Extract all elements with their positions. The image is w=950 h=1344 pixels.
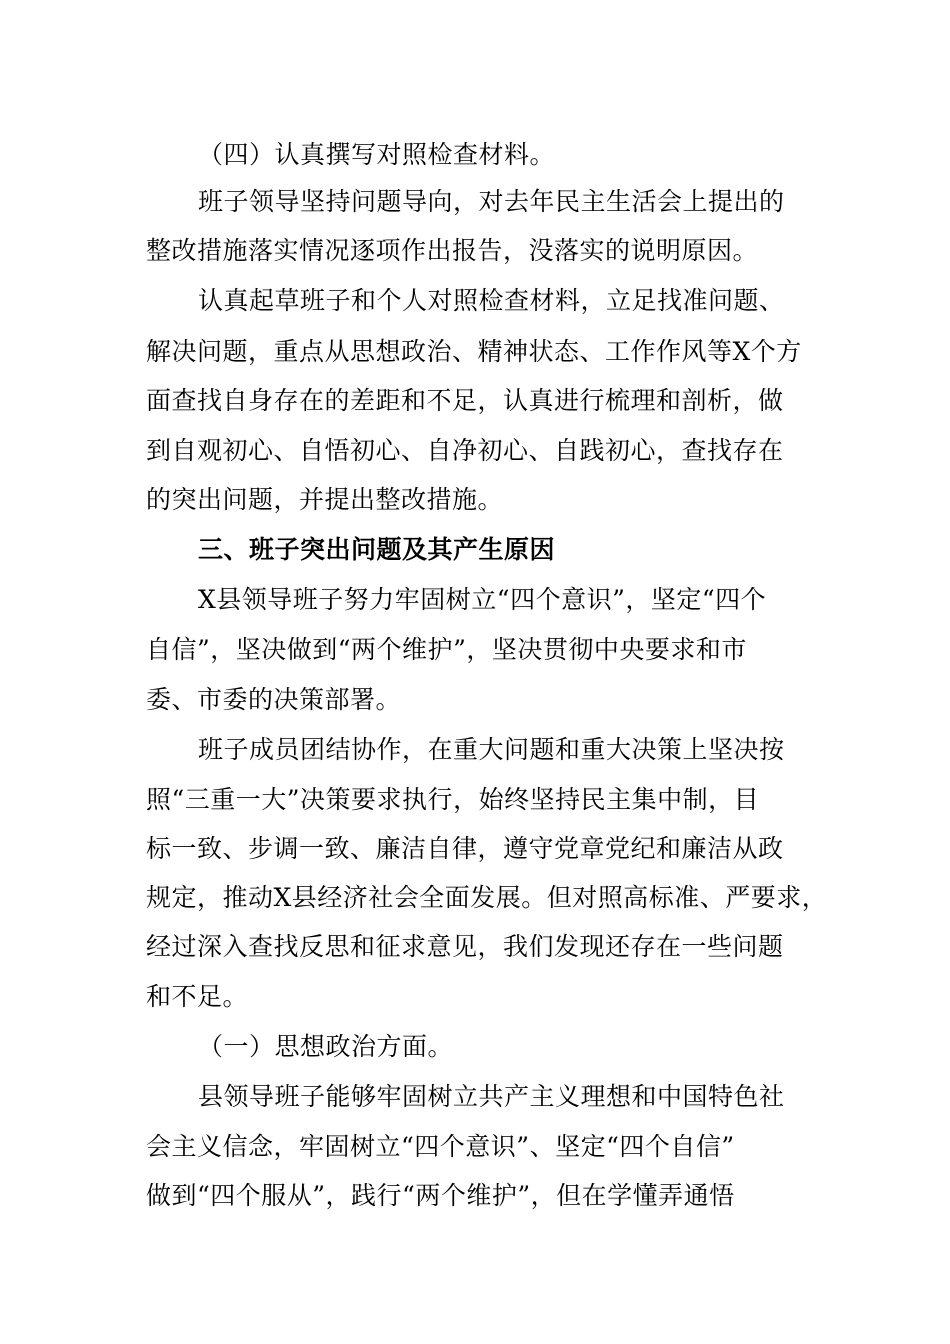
- paragraph-line: 做到“四个服从”，践行“两个维护”，但在学懂弄通悟: [146, 1181, 735, 1210]
- section-heading-3: 三、班子突出问题及其产生原因: [198, 535, 556, 564]
- paragraph-line: 会主义信念，牢固树立“四个意识”、坚定“四个自信”: [146, 1132, 735, 1161]
- paragraph-line: 认真起草班子和个人对照检查材料，立足找准问题、: [198, 286, 785, 315]
- paragraph-line: 的突出问题，并提出整改措施。: [146, 485, 504, 514]
- paragraph-line: 照“三重一大”决策要求执行，始终坚持民主集中制，目: [146, 785, 760, 814]
- paragraph-line: 规定，推动X县经济社会全面发展。但对照高标准、严要求，: [146, 883, 828, 912]
- paragraph-line: X县领导班子努力牢固树立“四个意识”，坚定“四个: [198, 585, 767, 614]
- paragraph-line: 班子领导坚持问题导向，对去年民主生活会上提出的: [198, 187, 785, 216]
- paragraph-line: 标一致、步调一致、廉洁自律，遵守党章党纪和廉洁从政: [146, 834, 784, 863]
- subheading-4: （四）认真撰写对照检查材料。: [198, 140, 556, 169]
- paragraph-line: 自信”，坚决做到“两个维护”，坚决贯彻中央要求和市: [146, 635, 747, 664]
- paragraph-line: 解决问题，重点从思想政治、精神状态、工作作风等X个方: [146, 337, 802, 366]
- paragraph-line: 和不足。: [146, 982, 249, 1011]
- paragraph-line: 委、市委的决策部署。: [146, 685, 402, 714]
- paragraph-line: 班子成员团结协作，在重大问题和重大决策上坚决按: [198, 735, 785, 764]
- paragraph-line: 县领导班子能够牢固树立共产主义理想和中国特色社: [198, 1082, 785, 1111]
- paragraph-line: 经过深入查找反思和征求意见，我们发现还存在一些问题: [146, 932, 784, 961]
- paragraph-line: 到自观初心、自悟初心、自净初心、自践初心，查找存在: [146, 436, 784, 465]
- subheading-1: （一）思想政治方面。: [198, 1032, 454, 1061]
- paragraph-line: 面查找自身存在的差距和不足，认真进行梳理和剖析，做: [146, 386, 784, 415]
- paragraph-line: 整改措施落实情况逐项作出报告，没落实的说明原因。: [146, 236, 759, 265]
